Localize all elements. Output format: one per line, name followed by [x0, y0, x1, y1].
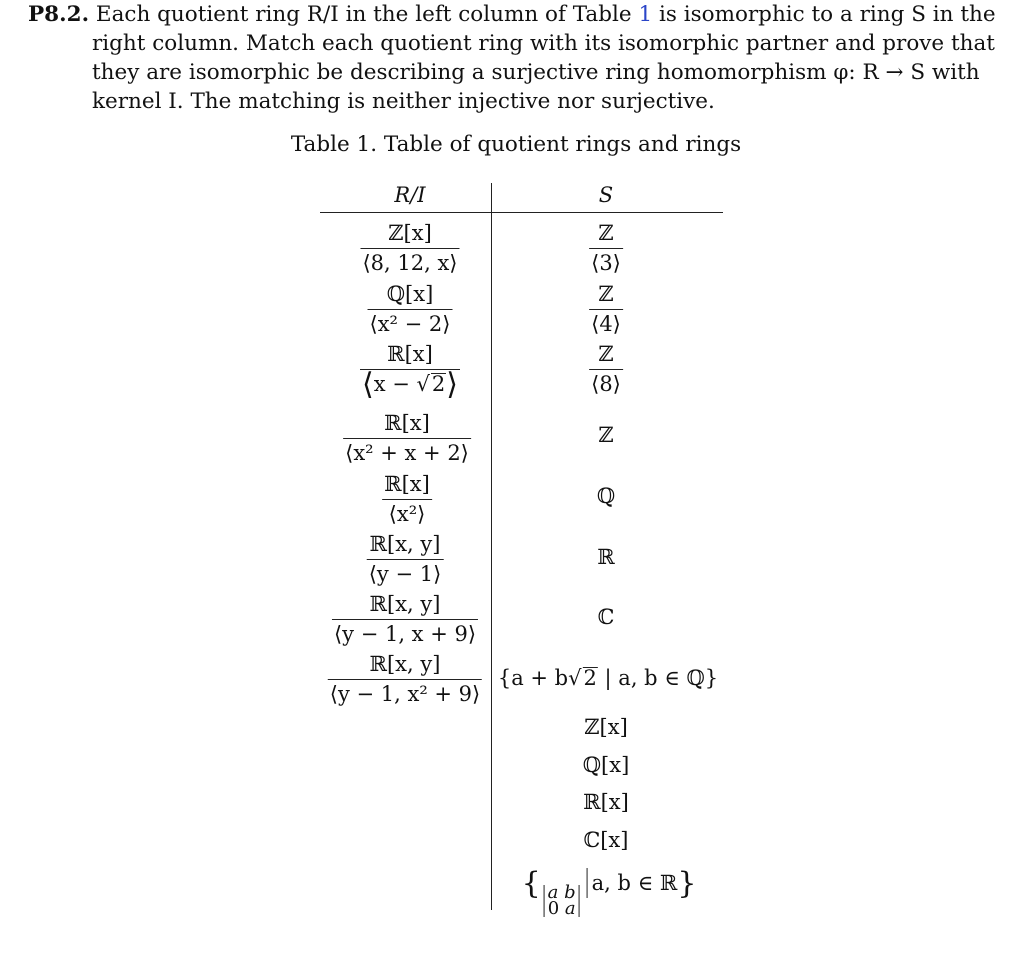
right-entry-3: ℤ ⟨8⟩: [591, 342, 621, 396]
left-entry-3: ℝ[x] ⟨x − √2⟩: [362, 342, 458, 402]
right-entry-6: ℝ: [597, 545, 615, 569]
problem-text-1b: is isomorphic to a ring S in the: [652, 2, 996, 27]
right-entry-8: {a + b√2 | a, b ∈ ℚ}: [497, 666, 719, 690]
table-reference-link[interactable]: 1: [638, 2, 653, 27]
right-entry-13: { a b 0 a a, b ∈ ℝ}: [521, 866, 697, 919]
problem-line-4: kernel I. The matching is neither injective nor surjective.: [92, 89, 715, 114]
right-entry-1: ℤ ⟨3⟩: [591, 221, 621, 275]
left-entry-2: ℚ[x] ⟨x² − 2⟩: [369, 282, 451, 336]
left-entry-6: ℝ[x, y] ⟨y − 1⟩: [368, 532, 442, 586]
right-entry-12: ℂ[x]: [583, 828, 629, 852]
right-entry-11: ℝ[x]: [583, 790, 629, 814]
right-entry-2: ℤ ⟨4⟩: [591, 282, 621, 336]
problem-label: P8.2.: [28, 2, 90, 27]
problem-text-1a: Each quotient ring R/I in the left column of Table: [95, 2, 639, 27]
header-rule: [320, 212, 723, 213]
left-entry-1: ℤ[x] ⟨8, 12, x⟩: [362, 221, 458, 275]
right-entry-4: ℤ: [598, 423, 614, 447]
table-caption: Table 1. Table of quotient rings and rings: [290, 132, 742, 157]
right-entry-5: ℚ: [596, 484, 616, 508]
left-entry-7: ℝ[x, y] ⟨y − 1, x + 9⟩: [333, 592, 477, 646]
matrix: a b 0 a: [544, 885, 580, 917]
left-entry-8: ℝ[x, y] ⟨y − 1, x² + 9⟩: [329, 652, 481, 706]
right-entry-10: ℚ[x]: [582, 753, 630, 777]
right-entry-9: ℤ[x]: [584, 715, 628, 739]
problem-line-2: right column. Match each quotient ring with its isomorphic partner and prove that: [92, 31, 995, 56]
left-entry-5: ℝ[x] ⟨x²⟩: [384, 472, 430, 526]
left-entry-4: ℝ[x] ⟨x² + x + 2⟩: [345, 411, 469, 465]
right-entry-7: ℂ: [597, 605, 615, 629]
column-divider: [491, 183, 492, 910]
header-left: R/I: [394, 183, 426, 207]
header-right: S: [598, 183, 614, 207]
problem-line-3: they are isomorphic be describing a surjective ring homomorphism φ: R → S with: [92, 60, 980, 85]
